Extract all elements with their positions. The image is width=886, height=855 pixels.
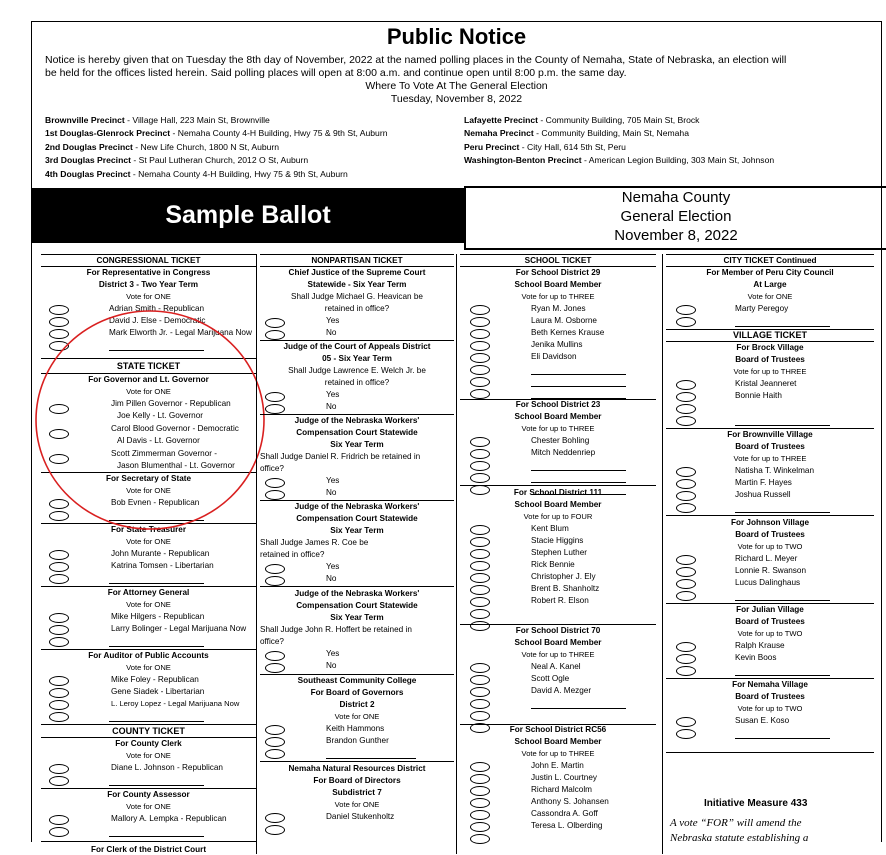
option-no: No — [326, 574, 337, 583]
write-in-line — [735, 326, 830, 327]
contest-title: For Brownville Village — [727, 430, 813, 439]
ballot-oval[interactable] — [470, 437, 490, 447]
ballot-oval[interactable] — [470, 353, 490, 363]
intro-line-2: be held for the offices listed herein. Said polling places will open at 8:00 a.m. and continue open until 8:00 p.m. the same day. — [45, 67, 627, 79]
candidate-name: Bonnie Haith — [735, 391, 782, 400]
column-school — [460, 254, 656, 854]
write-in-line — [109, 646, 204, 647]
ballot-oval[interactable] — [49, 688, 69, 698]
ballot-oval[interactable] — [470, 786, 490, 796]
candidate-name: John Murante - Republican — [111, 549, 210, 558]
candidate-name: Christopher J. Ely — [531, 572, 596, 581]
candidate-name: Robert R. Elson — [531, 596, 589, 605]
ballot-oval[interactable] — [470, 561, 490, 571]
retention-question: retained in office? — [260, 550, 325, 559]
candidate-name: Carol Blood Governor - Democratic — [111, 424, 239, 433]
contest-subtitle: Board of Trustees — [735, 530, 805, 539]
candidate-name: Teresa L. Olberding — [531, 821, 603, 830]
ballot-oval[interactable] — [470, 573, 490, 583]
contest-title: Compensation Court Statewide — [296, 428, 418, 437]
option-yes: Yes — [326, 562, 340, 571]
precinct-item: 4th Douglas Precinct - Nemaha County 4-H Building, Hwy 75 & 9th St, Auburn — [45, 168, 348, 179]
ballot-oval[interactable] — [470, 389, 490, 399]
contest-title: For Secretary of State — [105, 474, 192, 483]
candidate-name: Larry Bolinger - Legal Marijuana Now — [111, 624, 247, 633]
candidate-name: Richard L. Meyer — [735, 554, 798, 563]
vote-instruction: Vote for up to THREE — [733, 454, 807, 463]
vote-instruction: Vote for ONE — [126, 663, 171, 672]
candidate-name: John E. Martin — [531, 761, 584, 770]
ballot-oval[interactable] — [676, 416, 696, 426]
ballot-oval[interactable] — [470, 537, 490, 547]
section-header: SCHOOL TICKET — [524, 256, 592, 265]
ballot-oval[interactable] — [265, 813, 285, 823]
vote-instruction: Vote for up to THREE — [521, 650, 595, 659]
contest-subtitle: Six Year Term — [330, 526, 384, 535]
ballot-oval[interactable] — [676, 467, 696, 477]
vote-instruction: Vote for up to THREE — [521, 424, 595, 433]
candidate-name: Anthony S. Johansen — [531, 797, 609, 806]
ballot-oval[interactable] — [470, 663, 490, 673]
option-yes: Yes — [326, 390, 340, 399]
ballot-oval[interactable] — [265, 392, 285, 402]
ballot-oval[interactable] — [49, 550, 69, 560]
contest-title: For Member of Peru City Council — [706, 268, 834, 277]
ballot-oval[interactable] — [676, 404, 696, 414]
red-circle-annotation — [32, 302, 272, 532]
write-in-line — [531, 374, 626, 375]
ballot-oval[interactable] — [470, 597, 490, 607]
ballot-oval[interactable] — [49, 712, 69, 722]
contest-title: Compensation Court Statewide — [296, 514, 418, 523]
ballot-oval[interactable] — [265, 564, 285, 574]
precinct-item: Washington-Benton Precinct - American Legion Building, 303 Main St, Johnson — [464, 155, 775, 166]
contest-subtitle: School Board Member — [514, 638, 602, 647]
ballot-oval[interactable] — [470, 549, 490, 559]
option-yes: Yes — [326, 649, 340, 658]
candidate-name: Mike Hilgers - Republican — [111, 612, 205, 621]
contest-subtitle: Board of Trustees — [735, 442, 805, 451]
contest-subtitle: School Board Member — [514, 500, 602, 509]
candidate-name: Cassondra A. Goff — [531, 809, 598, 818]
ballot-oval[interactable] — [676, 503, 696, 513]
vote-instruction: Vote for ONE — [334, 712, 380, 721]
ballot-oval[interactable] — [470, 798, 490, 808]
write-in-line — [109, 583, 204, 584]
ballot-oval[interactable] — [265, 663, 285, 673]
section-header: CITY TICKET Continued — [723, 256, 817, 265]
contest-subtitle: Board of Trustees — [735, 617, 805, 626]
contest-title: For School District 29 — [515, 268, 601, 277]
vote-instruction: Vote for ONE — [126, 751, 171, 760]
ballot-oval[interactable] — [470, 341, 490, 351]
precinct-list-left — [45, 114, 387, 181]
ballot-oval[interactable] — [470, 675, 490, 685]
ballot-oval[interactable] — [49, 574, 69, 584]
ballot-oval[interactable] — [470, 525, 490, 535]
contest-title: Judge of the Nebraska Workers' — [294, 416, 420, 425]
vote-instruction: Vote for up to TWO — [737, 542, 803, 551]
public-notice-page — [31, 21, 882, 854]
section-header: COUNTY TICKET — [112, 726, 185, 736]
option-no: No — [326, 328, 337, 337]
ballot-oval[interactable] — [49, 815, 69, 825]
column-divider — [256, 254, 257, 854]
candidate-name: Kevin Boos — [735, 653, 777, 662]
candidate-name: Kristal Jeanneret — [735, 379, 797, 388]
section-header: VILLAGE TICKET — [733, 330, 807, 340]
candidate-name: Lonnie R. Swanson — [735, 566, 807, 575]
candidate-name: Neal A. Kanel — [531, 662, 581, 671]
write-in-line — [109, 721, 204, 722]
retention-question: Shall Judge James R. Coe be — [260, 538, 369, 547]
retention-question: Shall Judge John R. Hoffert be retained in — [260, 625, 412, 634]
candidate-name: Mallory A. Lempka - Republican — [111, 814, 227, 823]
ballot-oval[interactable] — [470, 317, 490, 327]
vote-instruction: Vote for ONE — [126, 486, 171, 495]
contest-subtitle: Statewide - Six Year Term — [307, 280, 407, 289]
write-in-line — [109, 836, 204, 837]
candidate-name: Kent Blum — [531, 524, 569, 533]
where-to-vote: Where To Vote At The General Election — [365, 80, 548, 92]
option-no: No — [326, 488, 337, 497]
ballot-oval[interactable] — [265, 825, 285, 835]
vote-instruction: Vote for up to THREE — [521, 749, 595, 758]
ballot-oval[interactable] — [265, 651, 285, 661]
initiative-text: A vote “FOR” will amend the — [670, 817, 802, 829]
candidate-name: Natisha T. Winkelman — [735, 466, 815, 475]
ballot-oval[interactable] — [49, 562, 69, 572]
vote-instruction: Vote for ONE — [126, 600, 171, 609]
ballot-oval[interactable] — [470, 329, 490, 339]
candidate-name: Brandon Gunther — [326, 736, 389, 745]
retention-question: retained in office? — [324, 304, 390, 313]
contest-title: For Board of Governors — [310, 688, 404, 697]
write-in-line — [109, 785, 204, 786]
ballot-oval[interactable] — [49, 637, 69, 647]
vote-instruction: Vote for up to THREE — [521, 292, 595, 301]
contest-subtitle: Board of Trustees — [735, 692, 805, 701]
option-no: No — [326, 402, 337, 411]
ballot-oval[interactable] — [470, 365, 490, 375]
candidate-name: Jason Blumenthal - Lt. Governor — [117, 461, 235, 470]
contest-title: For Johnson Village — [730, 518, 810, 527]
candidate-name: David J. Else - Democratic — [109, 316, 206, 325]
ballot-oval[interactable] — [470, 687, 490, 697]
election-date-box: November 8, 2022 — [614, 227, 738, 244]
ballot-oval[interactable] — [470, 762, 490, 772]
candidate-name: Mark Elworth Jr. - Legal Marijuana Now — [109, 328, 252, 337]
county-election-box — [464, 186, 886, 250]
contest-title: For School District 111 — [513, 488, 603, 497]
ballot-oval[interactable] — [676, 654, 696, 664]
write-in-line — [735, 600, 830, 601]
write-in-line — [531, 470, 626, 471]
vote-instruction: Vote for ONE — [126, 537, 171, 546]
candidate-name: Jenika Mullins — [531, 340, 583, 349]
ballot-oval[interactable] — [676, 491, 696, 501]
candidate-name: Joshua Russell — [735, 490, 791, 499]
option-no: No — [326, 661, 337, 670]
ballot-oval[interactable] — [49, 625, 69, 635]
precinct-item: Brownville Precinct - Village Hall, 223 Main St, Brownville — [45, 115, 270, 125]
contest-title: For Representative in Congress — [86, 268, 211, 277]
contest-subtitle: Subdistrict 7 — [332, 788, 382, 797]
ballot-oval[interactable] — [265, 330, 285, 340]
ballot-oval[interactable] — [676, 555, 696, 565]
contest-title: For School District 70 — [515, 626, 601, 635]
ballot-oval[interactable] — [49, 613, 69, 623]
candidate-name: Keith Hammons — [326, 724, 385, 733]
ballot-oval[interactable] — [470, 699, 490, 709]
contest-title: For State Treasurer — [110, 525, 187, 534]
candidate-name: Adrian Smith - Republican — [109, 304, 205, 313]
contest-title: Judge of the Court of Appeals District — [283, 342, 431, 351]
ballot-oval[interactable] — [265, 404, 285, 414]
contest-subtitle: Board of Trustees — [735, 355, 805, 364]
precinct-item: 3rd Douglas Precinct - St Paul Lutheran Church, 2012 O St, Auburn — [45, 155, 309, 166]
contest-title: For Julian Village — [736, 605, 804, 614]
candidate-name: Brent B. Shanholtz — [531, 584, 600, 593]
retention-question: office? — [260, 637, 284, 646]
ballot-oval[interactable] — [470, 834, 490, 844]
contest-subtitle: District 2 — [339, 700, 375, 709]
candidate-name: Katrina Tomsen - Libertarian — [111, 561, 214, 570]
ballot-oval[interactable] — [265, 318, 285, 328]
ballot-oval[interactable] — [265, 725, 285, 735]
county-name: Nemaha County — [621, 189, 731, 206]
vote-instruction: Vote for up to TWO — [737, 704, 803, 713]
contest-title: For Brock Village — [736, 343, 804, 352]
ballot-oval[interactable] — [265, 490, 285, 500]
ballot-oval[interactable] — [470, 449, 490, 459]
candidate-name: Rick Bennie — [531, 560, 575, 569]
write-in-line — [531, 482, 626, 483]
ballot-oval[interactable] — [676, 717, 696, 727]
candidate-name: Scott Ogle — [531, 674, 570, 683]
vote-instruction: Vote for up to THREE — [733, 367, 807, 376]
contest-title: For Governor and Lt. Governor — [88, 375, 209, 384]
election-date: Tuesday, November 8, 2022 — [390, 93, 523, 105]
ballot-oval[interactable] — [470, 810, 490, 820]
contest-subtitle: Six Year Term — [330, 613, 384, 622]
candidate-name: Ralph Krause — [735, 641, 785, 650]
candidate-name: Gene Siadek - Libertarian — [111, 687, 205, 696]
ballot-oval[interactable] — [265, 576, 285, 586]
ballot-oval[interactable] — [676, 579, 696, 589]
section-header: CONGRESSIONAL TICKET — [96, 256, 201, 265]
ballot-oval[interactable] — [676, 642, 696, 652]
vote-instruction: Vote for ONE — [126, 802, 171, 811]
contest-subtitle: 05 - Six Year Term — [322, 354, 392, 363]
ballot-oval[interactable] — [676, 380, 696, 390]
candidate-name: Daniel Stukenholtz — [326, 812, 395, 821]
ballot-oval[interactable] — [49, 764, 69, 774]
ballot-oval[interactable] — [676, 666, 696, 676]
sample-ballot-banner: Sample Ballot — [32, 188, 464, 243]
initiative-text: Nebraska statute establishing a — [670, 832, 809, 844]
candidate-name: Lucus Dalinghaus — [735, 578, 801, 587]
candidate-name: Stacie Higgins — [531, 536, 584, 545]
ballot-oval[interactable] — [470, 461, 490, 471]
ballot-oval[interactable] — [49, 700, 69, 710]
candidate-name: Richard Malcolm — [531, 785, 592, 794]
write-in-line — [531, 708, 626, 709]
candidate-name: Eli Davidson — [531, 352, 577, 361]
ballot-oval[interactable] — [676, 392, 696, 402]
precinct-item: Lafayette Precinct - Community Building, 705 Main St, Brock — [464, 115, 700, 125]
contest-title: Compensation Court Statewide — [296, 601, 418, 610]
intro-line-1: Notice is hereby given that on Tuesday the 8th day of November, 2022 at the named polling places in the County of Nemaha, State of Nebraska, an election will — [45, 54, 787, 66]
column-city-village — [666, 254, 874, 854]
vote-instruction: Vote for ONE — [334, 800, 380, 809]
ballot-oval[interactable] — [49, 776, 69, 786]
ballot-oval[interactable] — [676, 317, 696, 327]
ballot-oval[interactable] — [49, 827, 69, 837]
candidate-name: Bob Evnen - Republican — [111, 498, 200, 507]
election-name: General Election — [620, 208, 732, 225]
column-nonpartisan — [260, 254, 454, 854]
ballot-oval[interactable] — [676, 479, 696, 489]
ballot-oval[interactable] — [470, 377, 490, 387]
candidate-name: Marty Peregoy — [735, 304, 789, 313]
precinct-item: 1st Douglas-Glenrock Precinct - Nemaha County 4-H Building, Hwy 75 & 9th St, Auburn — [45, 128, 388, 139]
contest-title: Judge of the Nebraska Workers' — [294, 502, 420, 511]
contest-subtitle: School Board Member — [514, 412, 602, 421]
contest-title: Chief Justice of the Supreme Court — [288, 268, 426, 277]
precinct-item: Peru Precinct - City Hall, 614 5th St, Peru — [464, 141, 626, 152]
contest-title: For School District RC56 — [509, 725, 607, 734]
contest-subtitle: Six Year Term — [330, 440, 384, 449]
ballot-oval[interactable] — [49, 676, 69, 686]
option-yes: Yes — [326, 476, 340, 485]
contest-title: For Board of Directors — [313, 776, 401, 785]
candidate-name: David A. Mezger — [531, 686, 592, 695]
contest-title: Southeast Community College — [297, 676, 417, 685]
ballot-oval[interactable] — [265, 737, 285, 747]
ballot-oval[interactable] — [265, 749, 285, 759]
ballot-oval[interactable] — [470, 305, 490, 315]
ballot-oval[interactable] — [265, 478, 285, 488]
contest-title: For County Assessor — [107, 790, 190, 799]
candidate-name: Susan E. Koso — [735, 716, 790, 725]
ballot-oval[interactable] — [470, 473, 490, 483]
ballot-oval[interactable] — [470, 822, 490, 832]
precinct-item: Nemaha Precinct - Community Building, Main St, Nemaha — [464, 128, 689, 139]
contest-title: For School District 23 — [515, 400, 601, 409]
retention-question: Shall Judge Michael G. Heavican be — [291, 292, 423, 301]
candidate-name: Joe Kelly - Lt. Governor — [117, 411, 204, 420]
initiative-title: Initiative Measure 433 — [704, 798, 808, 809]
column-divider — [456, 254, 457, 854]
candidate-name: Mike Foley - Republican — [111, 675, 199, 684]
candidate-name: Martin F. Hayes — [735, 478, 792, 487]
option-yes: Yes — [326, 316, 340, 325]
write-in-line — [326, 758, 416, 759]
candidate-name: Chester Bohling — [531, 436, 590, 445]
vote-instruction: Vote for up to FOUR — [523, 512, 593, 521]
ballot-oval[interactable] — [676, 729, 696, 739]
write-in-line — [735, 738, 830, 739]
retention-question: retained in office? — [324, 378, 390, 387]
ballot-oval[interactable] — [676, 591, 696, 601]
retention-question: Shall Judge Daniel R. Fridrich be retained in — [260, 452, 421, 461]
page-title: Public Notice — [386, 24, 527, 49]
contest-subtitle: School Board Member — [514, 280, 602, 289]
write-in-line — [735, 512, 830, 513]
contest-subtitle: School Board Member — [514, 737, 602, 746]
vote-instruction: Vote for ONE — [747, 292, 793, 301]
candidate-name: Al Davis - Lt. Governor — [117, 436, 200, 445]
candidate-name: Justin L. Courtney — [531, 773, 597, 782]
vote-instruction: Vote for up to TWO — [737, 629, 803, 638]
candidate-name: Mitch Neddenriep — [531, 448, 596, 457]
retention-question: Shall Judge Lawrence E. Welch Jr. be — [288, 366, 426, 375]
precinct-list-right — [464, 114, 774, 168]
write-in-line — [531, 386, 626, 387]
candidate-name: Ryan M. Jones — [531, 304, 586, 313]
ballot-oval[interactable] — [676, 567, 696, 577]
write-in-line — [735, 425, 830, 426]
contest-title: For Nemaha Village — [732, 680, 808, 689]
contest-title: Nemaha Natural Resources District — [288, 764, 426, 773]
candidate-name: Stephen Luther — [531, 548, 587, 557]
retention-question: office? — [260, 464, 284, 473]
section-header: NONPARTISAN TICKET — [311, 256, 403, 265]
contest-subtitle: District 3 - Two Year Term — [98, 280, 199, 289]
contest-title: Judge of the Nebraska Workers' — [294, 589, 420, 598]
candidate-name: L. Leroy Lopez - Legal Marijuana Now — [111, 699, 240, 708]
vote-instruction: Vote for ONE — [126, 292, 171, 301]
precinct-item: 2nd Douglas Precinct - New Life Church, 1800 N St, Auburn — [45, 141, 280, 152]
ballot-oval[interactable] — [470, 711, 490, 721]
contest-title: For Clerk of the District Court — [90, 845, 207, 854]
section-header: STATE TICKET — [116, 361, 181, 371]
vote-instruction: Vote for ONE — [126, 387, 171, 396]
candidate-name: Laura M. Osborne — [531, 316, 597, 325]
candidate-name: Scott Zimmerman Governor - — [111, 449, 218, 458]
column-divider — [662, 254, 663, 854]
contest-title: For County Clerk — [115, 739, 182, 748]
contest-subtitle: At Large — [753, 280, 787, 289]
contest-title: For Attorney General — [107, 588, 190, 597]
ballot-oval[interactable] — [470, 585, 490, 595]
candidate-name: Beth Kernes Krause — [531, 328, 605, 337]
ballot-oval[interactable] — [470, 609, 490, 619]
write-in-line — [735, 675, 830, 676]
contest-title: For Auditor of Public Accounts — [88, 651, 209, 660]
candidate-name: Diane L. Johnson - Republican — [111, 763, 223, 772]
candidate-name: Jim Pillen Governor - Republican — [111, 399, 231, 408]
ballot-oval[interactable] — [676, 305, 696, 315]
ballot-oval[interactable] — [470, 774, 490, 784]
